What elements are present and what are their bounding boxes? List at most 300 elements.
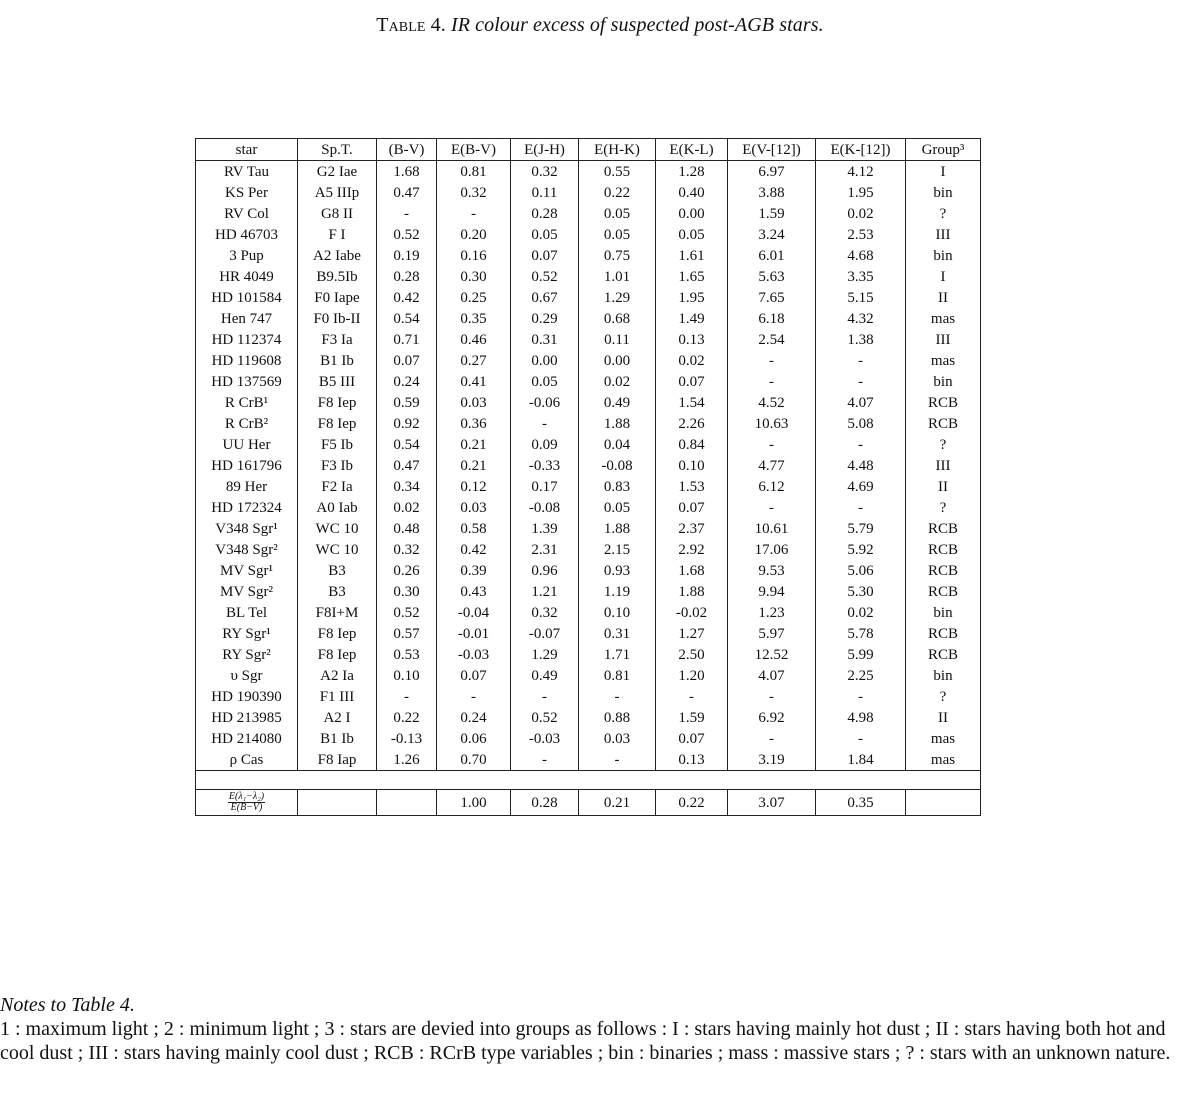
table-cell: A2 Iabe bbox=[298, 245, 377, 266]
notes-body: 1 : maximum light ; 2 : minimum light ; 3 : stars are devied into groups as follows : I : stars having mainly hot dust ; II : stars having both hot and cool dust ; III : stars having mainly cool dust ; RCB : RCrB type variables ; bin : binaries ; mass : massive stars ; ? : stars with an unknown nature. bbox=[0, 1018, 1171, 1064]
table-cell: 6.12 bbox=[728, 476, 816, 497]
table-cell: 0.05 bbox=[511, 224, 579, 245]
table-cell: 2.50 bbox=[656, 644, 728, 665]
ratio-label bbox=[196, 790, 298, 816]
table-cell: bin bbox=[906, 245, 981, 266]
table-cell: 4.32 bbox=[816, 308, 906, 329]
table-cell: 1.54 bbox=[656, 392, 728, 413]
table-cell: 0.07 bbox=[656, 371, 728, 392]
table-cell: 5.97 bbox=[728, 623, 816, 644]
table-cell: - bbox=[816, 686, 906, 707]
ratio-cell bbox=[377, 790, 437, 816]
table-cell: - bbox=[437, 686, 511, 707]
column-header: Group³ bbox=[906, 139, 981, 161]
ratio-cell: 0.22 bbox=[656, 790, 728, 816]
column-header: E(K-L) bbox=[656, 139, 728, 161]
table-cell: - bbox=[511, 749, 579, 771]
table-cell: 0.27 bbox=[437, 350, 511, 371]
table-cell: A0 Iab bbox=[298, 497, 377, 518]
table-cell: 0.32 bbox=[511, 161, 579, 183]
table-cell: 0.00 bbox=[579, 350, 656, 371]
table-cell: RCB bbox=[906, 413, 981, 434]
table-cell: 0.07 bbox=[377, 350, 437, 371]
table-cell: 0.32 bbox=[437, 182, 511, 203]
table-cell: RV Tau bbox=[196, 161, 298, 183]
table-row bbox=[196, 686, 981, 707]
ratio-cell: 0.28 bbox=[511, 790, 579, 816]
table-cell: 1.29 bbox=[511, 644, 579, 665]
table-cell: -0.03 bbox=[511, 728, 579, 749]
table-cell: 1.19 bbox=[579, 581, 656, 602]
table-cell: ρ Cas bbox=[196, 749, 298, 771]
table-cell: HD 161796 bbox=[196, 455, 298, 476]
table-cell: 0.24 bbox=[437, 707, 511, 728]
table-cell: HD 46703 bbox=[196, 224, 298, 245]
table-cell: HD 172324 bbox=[196, 497, 298, 518]
table-cell: 0.20 bbox=[437, 224, 511, 245]
table-cell: 1.59 bbox=[656, 707, 728, 728]
column-header: E(H-K) bbox=[579, 139, 656, 161]
table-cell: 1.59 bbox=[728, 203, 816, 224]
table-row bbox=[196, 602, 981, 623]
table-cell: 4.52 bbox=[728, 392, 816, 413]
table-cell: 0.11 bbox=[511, 182, 579, 203]
table-cell: - bbox=[728, 350, 816, 371]
table-cell: -0.33 bbox=[511, 455, 579, 476]
table-cell: B1 Ib bbox=[298, 350, 377, 371]
table-cell: 0.48 bbox=[377, 518, 437, 539]
table-cell: 0.07 bbox=[437, 665, 511, 686]
table-cell: 0.53 bbox=[377, 644, 437, 665]
table-cell: 4.69 bbox=[816, 476, 906, 497]
table-cell: 0.02 bbox=[816, 602, 906, 623]
ratio-numerator: E(λ₁−λ₂) bbox=[228, 791, 265, 802]
table-cell: II bbox=[906, 707, 981, 728]
table-cell: V348 Sgr¹ bbox=[196, 518, 298, 539]
table-cell: 0.34 bbox=[377, 476, 437, 497]
table-cell: 0.84 bbox=[656, 434, 728, 455]
table-cell: 0.28 bbox=[377, 266, 437, 287]
table-cell: 0.06 bbox=[437, 728, 511, 749]
table-cell: KS Per bbox=[196, 182, 298, 203]
table-cell: B3 bbox=[298, 581, 377, 602]
table-cell: 0.00 bbox=[656, 203, 728, 224]
table-cell: 2.31 bbox=[511, 539, 579, 560]
table-row bbox=[196, 434, 981, 455]
table-cell: 1.38 bbox=[816, 329, 906, 350]
table-cell: WC 10 bbox=[298, 518, 377, 539]
table-cell: 0.70 bbox=[437, 749, 511, 771]
table-cell: 2.92 bbox=[656, 539, 728, 560]
table-cell: 10.63 bbox=[728, 413, 816, 434]
table-cell: UU Her bbox=[196, 434, 298, 455]
ratio-denominator: E(B−V) bbox=[230, 802, 263, 813]
ratio-cell: 0.21 bbox=[579, 790, 656, 816]
table-cell: - bbox=[816, 497, 906, 518]
table-cell: G2 Iae bbox=[298, 161, 377, 183]
table-cell: 10.61 bbox=[728, 518, 816, 539]
table-cell: 1.21 bbox=[511, 581, 579, 602]
table-cell: 0.10 bbox=[377, 665, 437, 686]
table-cell: F8 Iep bbox=[298, 644, 377, 665]
table-cell: 1.71 bbox=[579, 644, 656, 665]
table-row bbox=[196, 161, 981, 183]
ratio-fraction bbox=[228, 792, 265, 813]
table-cell: 1.23 bbox=[728, 602, 816, 623]
table-cell: - bbox=[728, 686, 816, 707]
table-row bbox=[196, 455, 981, 476]
table-cell: 0.07 bbox=[656, 497, 728, 518]
table-cell: 0.26 bbox=[377, 560, 437, 581]
table-cell: B3 bbox=[298, 560, 377, 581]
table-cell: 0.96 bbox=[511, 560, 579, 581]
table-cell: 0.05 bbox=[656, 224, 728, 245]
table-row bbox=[196, 329, 981, 350]
table-cell: 1.95 bbox=[816, 182, 906, 203]
table-caption bbox=[0, 14, 1200, 37]
table-cell: 9.53 bbox=[728, 560, 816, 581]
table-cell: Hen 747 bbox=[196, 308, 298, 329]
table-row bbox=[196, 224, 981, 245]
table-cell: RCB bbox=[906, 518, 981, 539]
ratio-cell: 3.07 bbox=[728, 790, 816, 816]
table-cell: 0.43 bbox=[437, 581, 511, 602]
table-cell: F0 Iape bbox=[298, 287, 377, 308]
table-cell: -0.03 bbox=[437, 644, 511, 665]
table-cell: 0.36 bbox=[437, 413, 511, 434]
table-cell: 0.22 bbox=[579, 182, 656, 203]
table-cell: -0.02 bbox=[656, 602, 728, 623]
table-cell: 0.25 bbox=[437, 287, 511, 308]
table-cell: 0.05 bbox=[579, 203, 656, 224]
column-header: E(B-V) bbox=[437, 139, 511, 161]
table-cell: 2.37 bbox=[656, 518, 728, 539]
table-cell: mas bbox=[906, 728, 981, 749]
table-cell: 0.24 bbox=[377, 371, 437, 392]
table-cell: - bbox=[579, 686, 656, 707]
table-cell: 0.03 bbox=[579, 728, 656, 749]
table-cell: bin bbox=[906, 665, 981, 686]
table-cell: RV Col bbox=[196, 203, 298, 224]
table-cell: - bbox=[728, 497, 816, 518]
table-cell: - bbox=[377, 203, 437, 224]
table-cell: 0.21 bbox=[437, 434, 511, 455]
table-cell: F8 Iep bbox=[298, 623, 377, 644]
table-cell: 0.32 bbox=[511, 602, 579, 623]
table-cell: RCB bbox=[906, 539, 981, 560]
table-cell: 1.53 bbox=[656, 476, 728, 497]
table-ratio-row bbox=[196, 790, 981, 816]
table-cell: B1 Ib bbox=[298, 728, 377, 749]
table-cell: I bbox=[906, 266, 981, 287]
table-cell: 0.52 bbox=[511, 266, 579, 287]
table-cell: F I bbox=[298, 224, 377, 245]
table-cell: 0.02 bbox=[656, 350, 728, 371]
table-cell: 0.75 bbox=[579, 245, 656, 266]
table-cell: 5.06 bbox=[816, 560, 906, 581]
table-cell: 4.48 bbox=[816, 455, 906, 476]
table-cell: 0.11 bbox=[579, 329, 656, 350]
table-cell: 0.30 bbox=[377, 581, 437, 602]
ratio-cell: 0.35 bbox=[816, 790, 906, 816]
table-cell: -0.13 bbox=[377, 728, 437, 749]
table-cell: 5.08 bbox=[816, 413, 906, 434]
table-cell: 0.39 bbox=[437, 560, 511, 581]
table-cell: 0.46 bbox=[437, 329, 511, 350]
table-cell: 0.83 bbox=[579, 476, 656, 497]
table-row bbox=[196, 539, 981, 560]
table-cell: MV Sgr² bbox=[196, 581, 298, 602]
table-cell: B9.5Ib bbox=[298, 266, 377, 287]
table-cell: 0.52 bbox=[377, 224, 437, 245]
table-row bbox=[196, 707, 981, 728]
table-row bbox=[196, 287, 981, 308]
table-cell: R CrB² bbox=[196, 413, 298, 434]
table-cell: RCB bbox=[906, 644, 981, 665]
table-cell: 0.05 bbox=[579, 224, 656, 245]
ratio-cell bbox=[906, 790, 981, 816]
table-cell: I bbox=[906, 161, 981, 183]
table-cell: bin bbox=[906, 602, 981, 623]
table-cell: 0.07 bbox=[511, 245, 579, 266]
table-cell: III bbox=[906, 224, 981, 245]
table-cell: RY Sgr² bbox=[196, 644, 298, 665]
table-cell: MV Sgr¹ bbox=[196, 560, 298, 581]
table-cell: 0.71 bbox=[377, 329, 437, 350]
table-cell: - bbox=[437, 203, 511, 224]
table-cell: 0.13 bbox=[656, 329, 728, 350]
table-cell: 0.55 bbox=[579, 161, 656, 183]
table-cell: 0.52 bbox=[377, 602, 437, 623]
table-cell: 0.09 bbox=[511, 434, 579, 455]
table-cell: -0.08 bbox=[579, 455, 656, 476]
table-cell: 1.65 bbox=[656, 266, 728, 287]
table-cell: G8 II bbox=[298, 203, 377, 224]
table-cell: 3.24 bbox=[728, 224, 816, 245]
table-cell: RCB bbox=[906, 581, 981, 602]
table-cell: F5 Ib bbox=[298, 434, 377, 455]
table-cell: mas bbox=[906, 350, 981, 371]
table-cell: -0.07 bbox=[511, 623, 579, 644]
ratio-cell bbox=[298, 790, 377, 816]
table-cell: mas bbox=[906, 308, 981, 329]
table-cell: 1.95 bbox=[656, 287, 728, 308]
table-cell: F8I+M bbox=[298, 602, 377, 623]
table-cell: 0.54 bbox=[377, 434, 437, 455]
table-cell: 1.61 bbox=[656, 245, 728, 266]
table-cell: - bbox=[816, 350, 906, 371]
table-cell: 1.29 bbox=[579, 287, 656, 308]
table-cell: 5.30 bbox=[816, 581, 906, 602]
table-cell: -0.08 bbox=[511, 497, 579, 518]
table-cell: 6.92 bbox=[728, 707, 816, 728]
table-cell: ? bbox=[906, 434, 981, 455]
column-header: Sp.T. bbox=[298, 139, 377, 161]
table-cell: 0.47 bbox=[377, 182, 437, 203]
table-cell: HD 137569 bbox=[196, 371, 298, 392]
table-cell: 5.63 bbox=[728, 266, 816, 287]
table-cell: 89 Her bbox=[196, 476, 298, 497]
table-cell: 17.06 bbox=[728, 539, 816, 560]
table-cell: - bbox=[816, 728, 906, 749]
table-cell: 6.97 bbox=[728, 161, 816, 183]
table-cell: 1.88 bbox=[656, 581, 728, 602]
data-table bbox=[195, 138, 981, 816]
table-cell: B5 III bbox=[298, 371, 377, 392]
table-cell: A2 Ia bbox=[298, 665, 377, 686]
table-cell: 5.99 bbox=[816, 644, 906, 665]
table-cell: 4.68 bbox=[816, 245, 906, 266]
table-row bbox=[196, 182, 981, 203]
table-cell: 2.15 bbox=[579, 539, 656, 560]
table-cell: F0 Ib-II bbox=[298, 308, 377, 329]
table-cell: RCB bbox=[906, 392, 981, 413]
table-cell: 5.15 bbox=[816, 287, 906, 308]
table-cell: 0.54 bbox=[377, 308, 437, 329]
table-cell: 0.32 bbox=[377, 539, 437, 560]
table-cell: 0.30 bbox=[437, 266, 511, 287]
table-cell: 0.67 bbox=[511, 287, 579, 308]
table-cell: - bbox=[728, 371, 816, 392]
table-cell: III bbox=[906, 329, 981, 350]
table-cell: 0.93 bbox=[579, 560, 656, 581]
table-cell: 0.02 bbox=[816, 203, 906, 224]
table-cell: 2.25 bbox=[816, 665, 906, 686]
table-cell: 0.12 bbox=[437, 476, 511, 497]
table-cell: 0.41 bbox=[437, 371, 511, 392]
column-header: star bbox=[196, 139, 298, 161]
table-cell: 0.13 bbox=[656, 749, 728, 771]
table-cell: 1.68 bbox=[656, 560, 728, 581]
table-cell: 1.27 bbox=[656, 623, 728, 644]
table-cell: F3 Ib bbox=[298, 455, 377, 476]
table-cell: 0.31 bbox=[511, 329, 579, 350]
table-cell: R CrB¹ bbox=[196, 392, 298, 413]
table-row bbox=[196, 350, 981, 371]
table-row bbox=[196, 581, 981, 602]
table-cell: 4.77 bbox=[728, 455, 816, 476]
table-cell: 0.92 bbox=[377, 413, 437, 434]
table-cell: 2.53 bbox=[816, 224, 906, 245]
table-cell: F8 Iap bbox=[298, 749, 377, 771]
table-cell: 3.35 bbox=[816, 266, 906, 287]
table-cell: II bbox=[906, 476, 981, 497]
table-cell: 0.88 bbox=[579, 707, 656, 728]
table-cell: ? bbox=[906, 497, 981, 518]
table-cell: 7.65 bbox=[728, 287, 816, 308]
table-cell: 0.42 bbox=[437, 539, 511, 560]
table-cell: - bbox=[728, 728, 816, 749]
table-cell: 0.40 bbox=[656, 182, 728, 203]
table-notes bbox=[0, 993, 1200, 1065]
table-cell: 0.49 bbox=[579, 392, 656, 413]
table-row bbox=[196, 644, 981, 665]
table-row bbox=[196, 497, 981, 518]
table-cell: 0.68 bbox=[579, 308, 656, 329]
table-cell: HD 101584 bbox=[196, 287, 298, 308]
table-cell: HD 190390 bbox=[196, 686, 298, 707]
table-cell: υ Sgr bbox=[196, 665, 298, 686]
table-row bbox=[196, 266, 981, 287]
table-cell: - bbox=[511, 686, 579, 707]
table-cell: II bbox=[906, 287, 981, 308]
table-row bbox=[196, 749, 981, 771]
table-cell: 1.49 bbox=[656, 308, 728, 329]
column-header: E(V-[12]) bbox=[728, 139, 816, 161]
table-cell: 0.52 bbox=[511, 707, 579, 728]
table-cell: HD 213985 bbox=[196, 707, 298, 728]
table-row bbox=[196, 665, 981, 686]
table-cell: 0.07 bbox=[656, 728, 728, 749]
table-cell: - bbox=[656, 686, 728, 707]
table-cell: 0.57 bbox=[377, 623, 437, 644]
table-cell: A5 IIIp bbox=[298, 182, 377, 203]
table-cell: - bbox=[511, 413, 579, 434]
table-row bbox=[196, 623, 981, 644]
table-cell: 0.59 bbox=[377, 392, 437, 413]
table-cell: F2 Ia bbox=[298, 476, 377, 497]
table-cell: 1.88 bbox=[579, 518, 656, 539]
table-cell: 12.52 bbox=[728, 644, 816, 665]
table-cell: 0.49 bbox=[511, 665, 579, 686]
table-cell: - bbox=[816, 434, 906, 455]
table-cell: 3 Pup bbox=[196, 245, 298, 266]
table-cell: 1.88 bbox=[579, 413, 656, 434]
table-cell: 0.35 bbox=[437, 308, 511, 329]
table-cell: mas bbox=[906, 749, 981, 771]
table-cell: HD 214080 bbox=[196, 728, 298, 749]
column-header: E(J-H) bbox=[511, 139, 579, 161]
table-cell: - bbox=[579, 749, 656, 771]
table-cell: 0.28 bbox=[511, 203, 579, 224]
table-cell: F1 III bbox=[298, 686, 377, 707]
table-cell: RCB bbox=[906, 623, 981, 644]
table-cell: HD 112374 bbox=[196, 329, 298, 350]
table-cell: F8 Iep bbox=[298, 413, 377, 434]
table-row bbox=[196, 308, 981, 329]
table-cell: 0.05 bbox=[579, 497, 656, 518]
caption-title: IR colour excess of suspected post-AGB stars. bbox=[450, 14, 824, 36]
table-cell: 0.03 bbox=[437, 497, 511, 518]
table-cell: A2 I bbox=[298, 707, 377, 728]
table-row bbox=[196, 728, 981, 749]
table-row bbox=[196, 413, 981, 434]
table-cell: 1.28 bbox=[656, 161, 728, 183]
table-cell: 0.29 bbox=[511, 308, 579, 329]
table-row bbox=[196, 245, 981, 266]
table-cell: bin bbox=[906, 371, 981, 392]
table-cell: 0.04 bbox=[579, 434, 656, 455]
table-cell: 4.07 bbox=[816, 392, 906, 413]
table-cell: V348 Sgr² bbox=[196, 539, 298, 560]
table-cell: -0.04 bbox=[437, 602, 511, 623]
table-cell: 0.81 bbox=[437, 161, 511, 183]
table-cell: - bbox=[728, 434, 816, 455]
table-cell: 0.22 bbox=[377, 707, 437, 728]
column-header: (B-V) bbox=[377, 139, 437, 161]
table-cell: 1.20 bbox=[656, 665, 728, 686]
table-cell: 0.00 bbox=[511, 350, 579, 371]
table-cell: 4.07 bbox=[728, 665, 816, 686]
table-cell: III bbox=[906, 455, 981, 476]
table-cell: 0.81 bbox=[579, 665, 656, 686]
table-cell: 1.26 bbox=[377, 749, 437, 771]
table-cell: 6.01 bbox=[728, 245, 816, 266]
table-cell: 3.88 bbox=[728, 182, 816, 203]
table-row bbox=[196, 518, 981, 539]
table-cell: - bbox=[377, 686, 437, 707]
table-cell: 5.92 bbox=[816, 539, 906, 560]
